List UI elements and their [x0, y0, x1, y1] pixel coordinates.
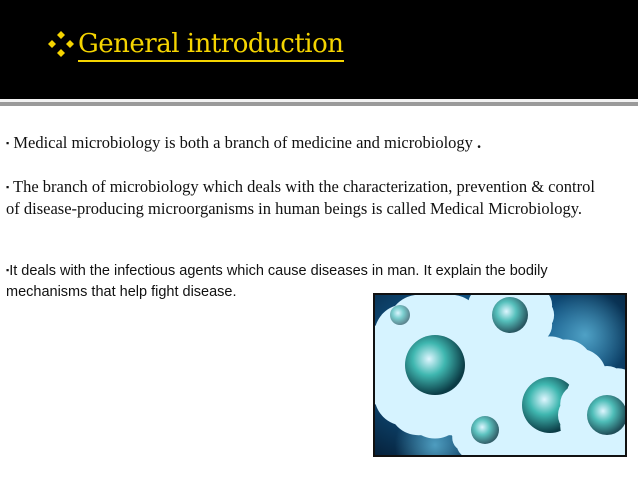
diamond-bullet-icon — [46, 29, 76, 59]
paragraph-2 — [6, 176, 606, 219]
paragraph-1-text: Medical microbiology is both a branch of medicine and microbiology — [9, 133, 473, 152]
paragraph-2-text: The branch of microbiology which deals with the characterization, prevention & control of disease-producing microorganisms in human beings is called Medical Microbiology. — [6, 177, 595, 218]
slide-title: General introduction — [78, 22, 344, 66]
square-bullet-icon: ▪ — [6, 138, 10, 148]
paragraph-3-text: It deals with the infectious agents which cause diseases in man. It explain the bodily mechanisms that help fight disease. — [6, 263, 548, 300]
slide-body — [0, 106, 638, 478]
square-bullet-icon: ▪ — [6, 182, 10, 192]
virus-photo — [373, 293, 627, 457]
paragraph-1-end: . — [472, 133, 482, 152]
paragraph-1 — [6, 132, 626, 154]
title-row — [46, 22, 344, 66]
virus-illustration — [375, 295, 625, 455]
square-bullet-icon: ▪ — [6, 265, 10, 275]
slide-header — [0, 0, 638, 99]
